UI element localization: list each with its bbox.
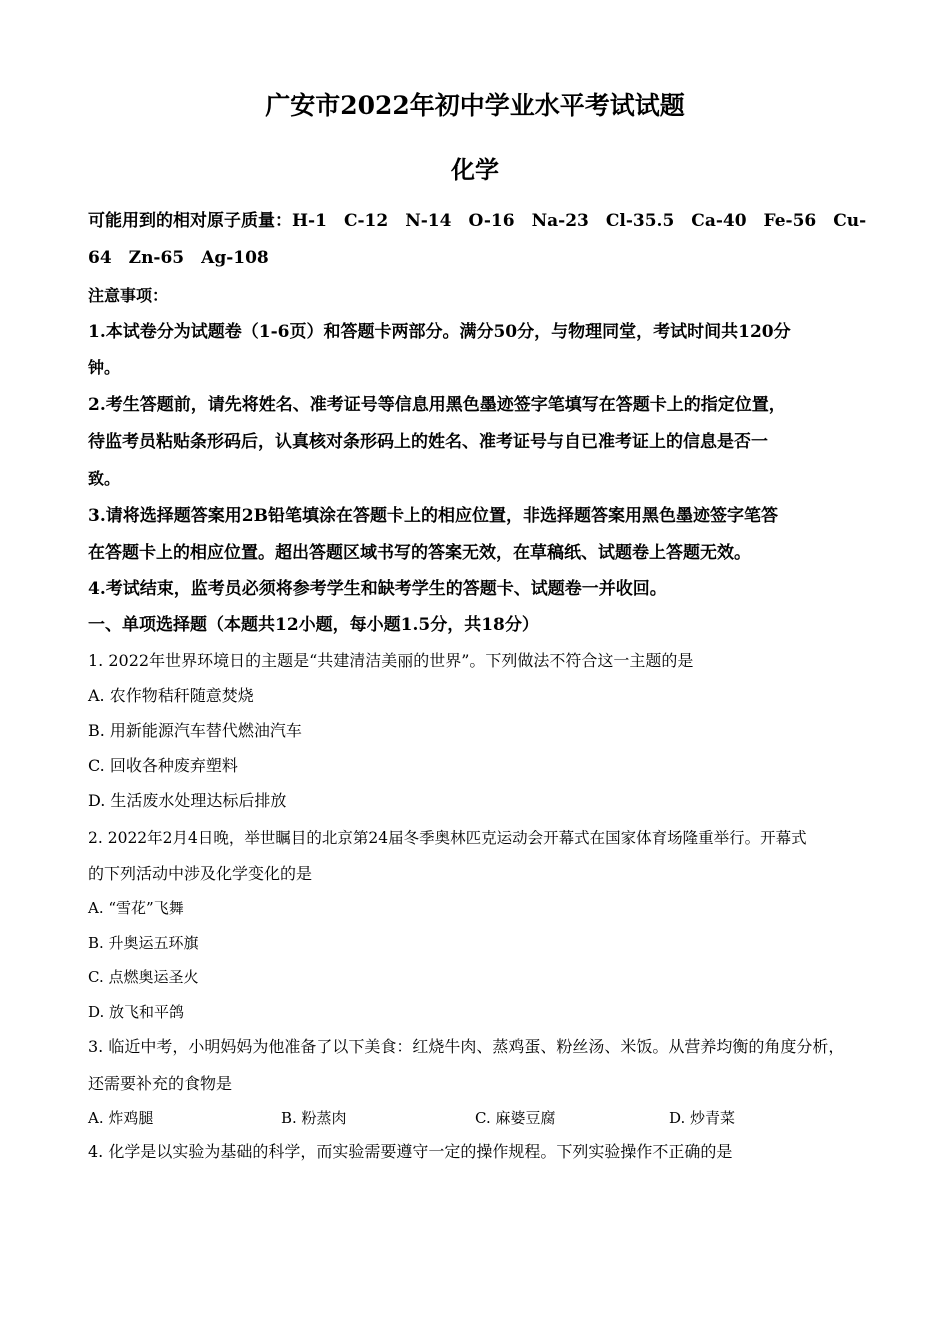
- note-3-line-1: 3.请将选择题答案用2B铅笔填涂在答题卡上的相应位置，非选择题答案用黑色墨迹签字笔答: [88, 506, 778, 526]
- note-2-line-2: 待监考员粘贴条形码后，认真核对条形码上的姓名、准考证号与自已准考证上的信息是否一: [88, 432, 768, 452]
- atomic-mass-line-1: 可能用到的相对原子质量：H-1 C-12 N-14 O-16 Na-23 Cl-35.5 Ca-40 Fe-56 Cu-: [88, 211, 867, 231]
- question-1-option-d: D. 生活废水处理达标后排放: [88, 791, 287, 810]
- subject-title: 化学: [451, 155, 499, 184]
- question-3-option-a: A. 炸鸡腿: [88, 1109, 154, 1127]
- note-2-line-1: 2.考生答题前，请先将姓名、准考证号等信息用黑色墨迹签字笔填写在答题卡上的指定位置，: [88, 395, 786, 415]
- question-3-stem-line-1: 3. 临近中考，小明妈妈为他准备了以下美食：红烧牛肉、蒸鸡蛋、粉丝汤、米饭。从营养均衡的角度分析，: [88, 1037, 845, 1056]
- question-1-option-a: A. 农作物秸秆随意焚烧: [88, 686, 254, 705]
- question-1-option-c: C. 回收各种废弃塑料: [88, 756, 238, 775]
- notes-heading: 注意事项：: [88, 286, 169, 305]
- page-title: 广安市2022年初中学业水平考试试题: [265, 91, 685, 120]
- note-2-line-3: 致。: [88, 469, 121, 488]
- question-3-stem-line-2: 还需要补充的食物是: [88, 1074, 233, 1093]
- question-2-stem-line-1: 2. 2022年2月4日晚，举世瞩目的北京第24届冬季奥林匹克运动会开幕式在国家体育场隆重举行。开幕式: [88, 829, 807, 847]
- question-1-stem: 1. 2022年世界环境日的主题是“共建清洁美丽的世界”。下列做法不符合这一主题的是: [88, 651, 694, 670]
- question-3-option-c: C. 麻婆豆腐: [475, 1109, 556, 1127]
- note-4: 4.考试结束，监考员必须将参考学生和缺考学生的答题卡、试题卷一并收回。: [88, 579, 667, 599]
- question-2-option-a: A. “雪花”飞舞: [88, 899, 184, 917]
- question-2-option-b: B. 升奥运五环旗: [88, 934, 199, 952]
- question-4-stem: 4. 化学是以实验为基础的科学，而实验需要遵守一定的操作规程。下列实验操作不正确的是: [88, 1142, 733, 1161]
- question-3-options: [88, 1108, 848, 1128]
- question-2-stem-line-2: 的下列活动中涉及化学变化的是: [88, 864, 313, 883]
- question-1-option-b: B. 用新能源汽车替代燃油汽车: [88, 721, 302, 740]
- question-2-option-c: C. 点燃奥运圣火: [88, 968, 199, 986]
- question-3-option-b: B. 粉蒸肉: [281, 1109, 347, 1127]
- section-1-heading: 一、单项选择题（本题共12小题，每小题1.5分，共18分）: [88, 615, 539, 635]
- note-1-line-2: 钟。: [88, 358, 121, 377]
- note-3-line-2: 在答题卡上的相应位置。超出答题区域书写的答案无效，在草稿纸、试题卷上答题无效。: [88, 543, 751, 563]
- atomic-mass-line-2: 64 Zn-65 Ag-108: [88, 248, 269, 268]
- question-2-option-d: D. 放飞和平鸽: [88, 1003, 185, 1021]
- question-3-option-d: D. 炒青菜: [669, 1109, 736, 1127]
- note-1-line-1: 1.本试卷分为试题卷（1-6页）和答题卡两部分。满分50分，与物理同堂，考试时间共120分: [88, 322, 791, 342]
